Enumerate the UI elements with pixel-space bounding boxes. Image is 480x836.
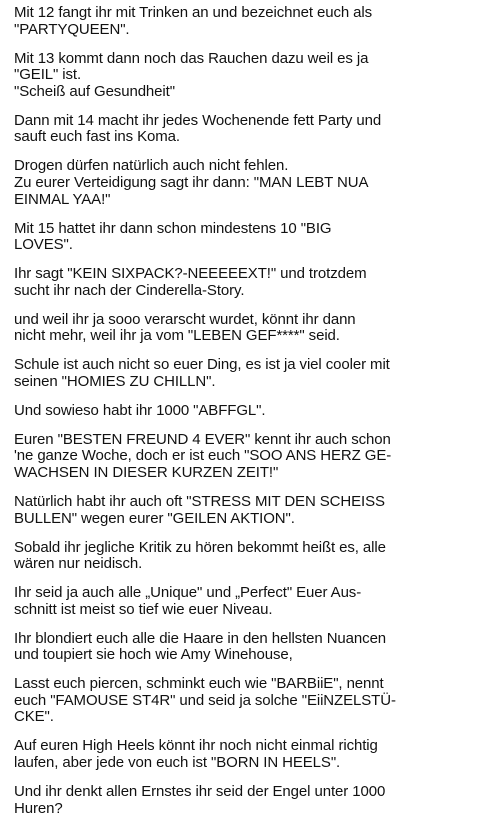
paragraph-abffgl: Und sowieso habt ihr 1000 "ABFFGL".	[14, 401, 266, 419]
paragraph-age-13: Mit 13 kommt dann noch das Rauchen dazu weil es ja "GEIL" ist. "Scheiß auf Gesundheit"	[14, 49, 369, 100]
paragraph-sixpack: Ihr sagt "KEIN SIXPACK?-NEEEEEXT!" und trotzdem sucht ihr nach der Cinderella-Story.	[14, 265, 367, 299]
document-body	[14, 5, 470, 817]
paragraph-high-heels: Auf euren High Heels könnt ihr noch nicht einmal richtig laufen, aber jede von euch ist "BORN IN HEELS".	[14, 737, 378, 772]
paragraph-stress: Natürlich habt ihr auch oft "STRESS MIT DEN SCHEISS BULLEN" wegen eurer "GEILEN AKTION".	[14, 492, 385, 527]
paragraph-verarscht: und weil ihr ja sooo verarscht wurdet, könnt ihr dann nicht mehr, weil ihr ja vom "LEBEN GEF****" seid.	[14, 310, 356, 345]
paragraph-best-friend: Euren "BESTEN FREUND 4 EVER" kennt ihr auch schon 'ne ganze Woche, doch er ist euch "SOO ANS HERZ GE- WACHSEN IN DIESER KURZEN ZEIT!"	[14, 430, 392, 481]
paragraph-unique: Ihr seid ja auch alle „Unique" und „Perfect" Euer Aus- schnitt ist meist so tief wie euer Niveau.	[14, 584, 362, 618]
paragraph-piercing: Lasst euch piercen, schminkt euch wie "BARBiiE", nennt euch "FAMOUSE ST4R" und seid ja solche "EiiNZELSTÜ- CKE".	[14, 675, 396, 726]
paragraph-age-15: Mit 15 hattet ihr dann schon mindestens 10 "BIG LOVES".	[14, 219, 332, 254]
paragraph-criticism: Sobald ihr jegliche Kritik zu hören bekommt heißt es, alle wären nur neidisch.	[14, 538, 386, 573]
paragraph-blond: Ihr blondiert euch alle die Haare in den hellsten Nuancen und toupiert sie hoch wie Amy Winehouse,	[14, 629, 387, 664]
paragraph-age-14: Dann mit 14 macht ihr jedes Wochenende fett Party und sauft euch fast ins Koma.	[14, 111, 382, 146]
paragraph-closing-question: Und ihr denkt allen Ernstes ihr seid der Engel unter 1000 Huren?	[14, 783, 386, 817]
paragraph-age-12: Mit 12 fangt ihr mit Trinken an und bezeichnet euch als "PARTYQUEEN".	[14, 4, 373, 38]
paragraph-school: Schule ist auch nicht so euer Ding, es ist ja viel cooler mit seinen "HOMIES ZU CHILLN".	[14, 356, 390, 390]
paragraph-drugs: Drogen dürfen natürlich auch nicht fehlen. Zu eurer Verteidigung sagt ihr dann: "MAN LEBT NUA EINMAL YAA!"	[14, 157, 369, 208]
